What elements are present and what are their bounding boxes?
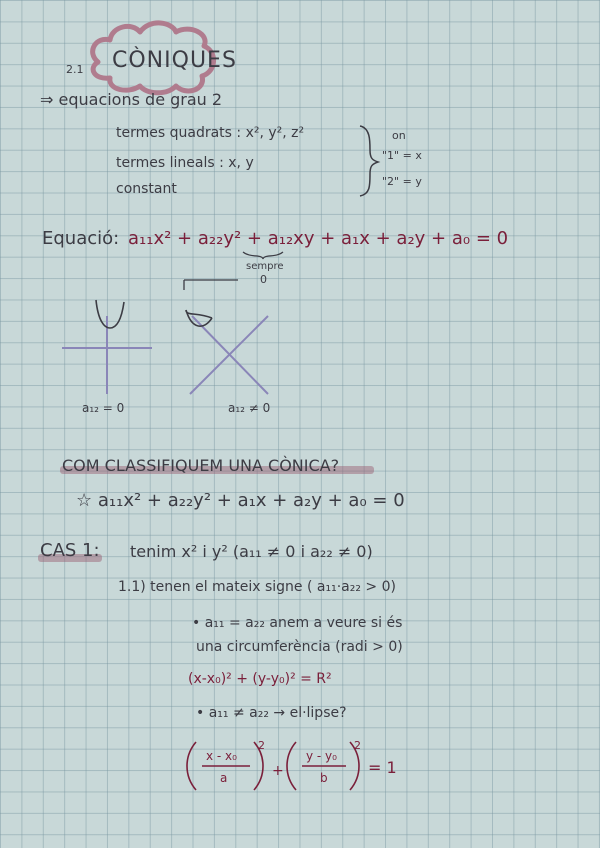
case1-bullet2: • a₁₁ ≠ a₂₂ → el·lipse? bbox=[196, 705, 347, 721]
ellipse-denominator-1: a bbox=[220, 771, 228, 785]
ellipse-paren-left-1 bbox=[187, 742, 196, 790]
circle-equation: (x-x₀)² + (y-y₀)² = R² bbox=[188, 671, 332, 687]
equation-label: Equació: bbox=[42, 228, 120, 249]
brace-note-y: "2" = y bbox=[382, 175, 422, 188]
left-graph-parabola bbox=[96, 300, 124, 328]
section-number: 2.1 bbox=[66, 63, 84, 76]
brace-note-on: on bbox=[392, 129, 406, 142]
note-sempre: sempre bbox=[246, 261, 284, 272]
ellipse-exp-2: 2 bbox=[354, 739, 361, 752]
section-title: CÒNIQUES bbox=[112, 48, 237, 73]
terms-constant: constant bbox=[116, 181, 177, 197]
brace-note-x: "1" = x bbox=[382, 149, 422, 162]
star-equation: ☆ a₁₁x² + a₂₂y² + a₁x + a₂y + a₀ = 0 bbox=[76, 490, 405, 511]
ellipse-exp-1: 2 bbox=[258, 739, 265, 752]
question-heading: COM CLASSIFIQUEM UNA CÒNICA? bbox=[62, 456, 340, 475]
ellipse-numerator-1: x - x₀ bbox=[206, 749, 237, 763]
terms-linear: termes lineals : x, y bbox=[116, 155, 254, 171]
left-graph-caption: a₁₂ = 0 bbox=[82, 401, 125, 415]
ellipse-numerator-2: y - y₀ bbox=[306, 749, 337, 763]
ellipse-rhs: = 1 bbox=[368, 758, 397, 777]
underbrace bbox=[243, 252, 283, 259]
ellipse-plus: + bbox=[272, 763, 284, 779]
ellipse-paren-left-2 bbox=[287, 742, 296, 790]
curly-brace bbox=[360, 126, 378, 196]
case1-bullet1-line1: • a₁₁ = a₂₂ anem a veure si és bbox=[192, 615, 403, 631]
case1-statement: tenim x² i y² (a₁₁ ≠ 0 i a₂₂ ≠ 0) bbox=[130, 542, 373, 561]
equation-formula: a₁₁x² + a₂₂y² + a₁₂xy + a₁x + a₂y + a₀ = 0 bbox=[128, 228, 509, 249]
note-zero: 0 bbox=[260, 273, 267, 286]
case1-bullet1-line2: una circumferència (radi > 0) bbox=[196, 639, 403, 655]
terms-quadratic: termes quadrats : x², y², z² bbox=[116, 125, 305, 141]
case1-sub: 1.1) tenen el mateix signe ( a₁₁·a₂₂ > 0) bbox=[118, 579, 396, 595]
intro-line: ⇒ equacions de grau 2 bbox=[40, 90, 223, 109]
case1-label: CAS 1: bbox=[40, 540, 100, 561]
right-graph-caption: a₁₂ ≠ 0 bbox=[228, 401, 271, 415]
ellipse-denominator-2: b bbox=[320, 771, 328, 785]
